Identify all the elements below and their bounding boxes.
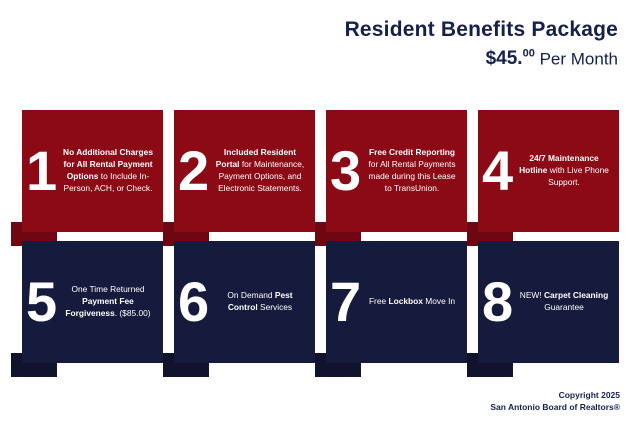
card-1-text: No Additional Charges for All Rental Payment Options to Include In-Person, ACH, or Check.	[63, 147, 153, 193]
card-6-text: On Demand Pest Control Services	[227, 290, 293, 312]
card-3-text: Free Credit Reporting for All Rental Payments made during this Lease to TransUnion.	[368, 147, 456, 193]
card-5-body	[22, 241, 163, 363]
card-4-body	[478, 110, 619, 232]
card-7-number: 7	[330, 270, 362, 333]
benefit-card-7	[326, 241, 467, 363]
card-4-number: 4	[482, 139, 514, 202]
benefit-card-1	[22, 110, 163, 232]
benefits-grid	[22, 110, 620, 363]
price-cents: 00	[522, 48, 535, 61]
card-2-number: 2	[178, 139, 210, 202]
benefit-card-2	[174, 110, 315, 232]
price-amount: $45.00	[485, 48, 535, 70]
card-5-text: One Time Returned Payment Fee Forgiveness. ($85.00)	[65, 284, 151, 318]
card-2-text: Included Resident Portal for Maintenance, Payment Options, and Electronic Statements.	[215, 147, 305, 193]
organization-line: San Antonio Board of Realtors®	[490, 401, 620, 412]
copyright-line: Copyright 2025	[558, 390, 620, 401]
benefit-card-4	[478, 110, 619, 232]
card-8-text: NEW! Carpet Cleaning Guarantee	[519, 290, 609, 312]
card-6-number: 6	[178, 270, 210, 333]
benefit-card-6	[174, 241, 315, 363]
card-1-number: 1	[26, 139, 58, 202]
price-line	[345, 48, 618, 70]
card-2-body	[174, 110, 315, 232]
copyright-footer	[490, 390, 620, 413]
price-period: Per Month	[534, 49, 618, 69]
card-1-body	[22, 110, 163, 232]
card-3-number: 3	[330, 139, 362, 202]
card-7-body	[326, 241, 467, 363]
card-7-text: Free Lockbox Move In	[368, 296, 456, 307]
page-header	[345, 18, 618, 70]
card-3-body	[326, 110, 467, 232]
benefit-card-5	[22, 241, 163, 363]
card-4-text: 24/7 Maintenance Hotline with Live Phone Support.	[519, 153, 609, 187]
benefit-card-8	[478, 241, 619, 363]
benefit-card-3	[326, 110, 467, 232]
card-8-body	[478, 241, 619, 363]
page-title: Resident Benefits Package	[344, 18, 618, 41]
card-6-body	[174, 241, 315, 363]
card-5-number: 5	[26, 270, 58, 333]
card-8-number: 8	[482, 270, 514, 333]
